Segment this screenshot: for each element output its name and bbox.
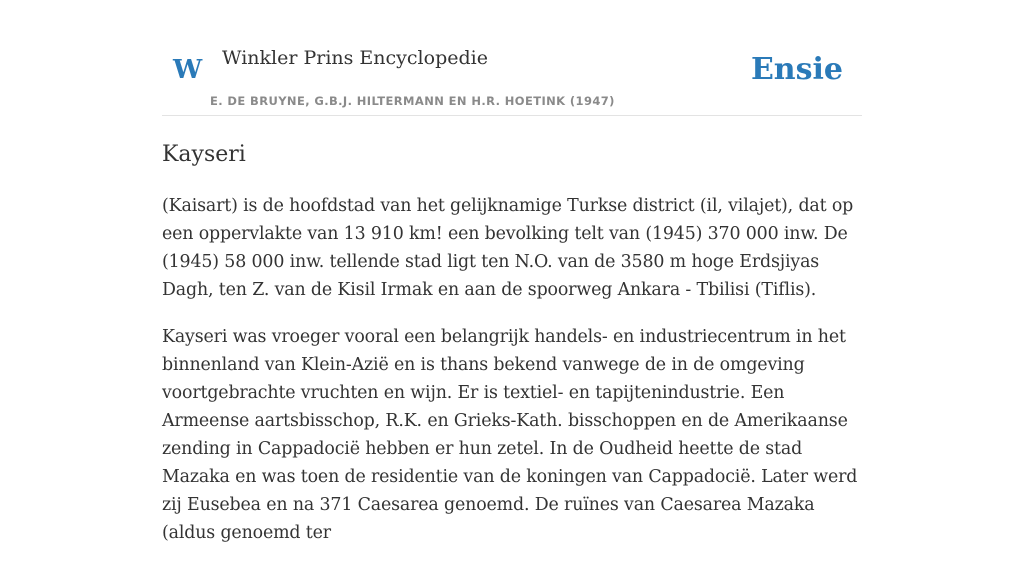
- header-divider: [162, 115, 862, 116]
- publication-title[interactable]: Winkler Prins Encyclopedie: [222, 47, 488, 69]
- publication-logo-letter[interactable]: W: [173, 55, 203, 85]
- publication-authors: E. DE BRUYNE, G.B.J. HILTERMANN EN H.R. HOETINK (1947): [210, 94, 615, 108]
- entry-title: Kayseri: [162, 142, 246, 167]
- entry-paragraph: Kayseri was vroeger vooral een belangrijk handels- en industriecentrum in het binnenland van Klein-Azië en is thans bekend vanwege de in de omgeving voortgebrachte vruchten en wijn. Er is textiel- en tapijtenindustrie. Een Armeense aartsbisschop, R.K. en Grieks-Kath. bisschoppen en de Amerikaanse zending in Cappadocië hebben er hun zetel. In de Oudheid heette de stad Mazaka en was toen de residentie van de koningen van Cappadocië. Later werd zij Eusebea en na 371 Caesarea genoemd. De ruïnes van Caesarea Mazaka (aldus genoemd ter: [162, 327, 858, 543]
- brand-logo[interactable]: Ensie: [750, 52, 843, 87]
- entry-body: [162, 192, 862, 566]
- entry-paragraph: (Kaisart) is de hoofdstad van het gelijknamige Turkse district (il, vilajet), dat op een oppervlakte van 13 910 km! een bevolking telt van (1945) 370 000 inw. De (1945) 58 000 inw. tellende stad ligt ten N.O. van de 3580 m hoge Erdsjiyas Dagh, ten Z. van de Kisil Irmak en aan de spoorweg Ankara - Tbilisi (Tiflis).: [162, 196, 854, 300]
